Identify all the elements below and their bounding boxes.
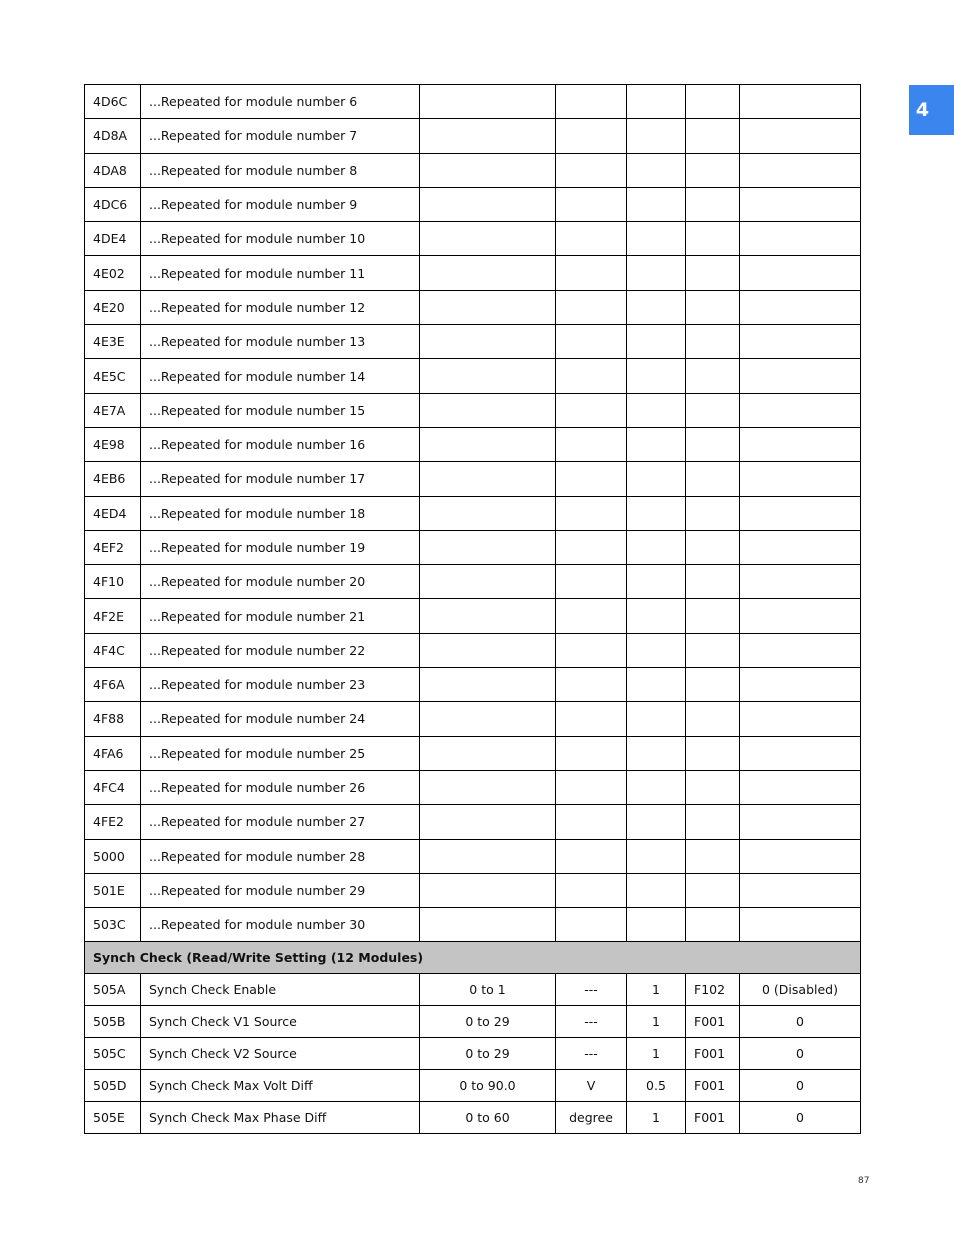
default-cell [740, 599, 861, 633]
description-cell: ...Repeated for module number 18 [141, 496, 420, 530]
units-cell [556, 359, 627, 393]
address-cell: 505A [85, 974, 141, 1006]
format-cell [686, 805, 740, 839]
format-cell [686, 908, 740, 942]
units-cell [556, 908, 627, 942]
units-cell [556, 873, 627, 907]
step-cell: 1 [627, 1006, 686, 1038]
step-cell [627, 633, 686, 667]
table-row [85, 325, 861, 359]
default-cell [740, 393, 861, 427]
range-cell [420, 702, 556, 736]
default-cell: 0 [740, 1070, 861, 1102]
default-cell: 0 [740, 1006, 861, 1038]
default-cell [740, 908, 861, 942]
format-cell [686, 599, 740, 633]
group-header-row [85, 942, 861, 974]
units-cell [556, 153, 627, 187]
step-cell [627, 325, 686, 359]
format-cell [686, 359, 740, 393]
range-cell [420, 290, 556, 324]
units-cell [556, 805, 627, 839]
address-cell: 4E5C [85, 359, 141, 393]
table-row [85, 565, 861, 599]
step-cell [627, 702, 686, 736]
default-cell [740, 496, 861, 530]
default-cell [740, 702, 861, 736]
description-cell: ...Repeated for module number 30 [141, 908, 420, 942]
table-row [85, 496, 861, 530]
units-cell: degree [556, 1102, 627, 1134]
units-cell [556, 290, 627, 324]
register-map-body [85, 85, 861, 1134]
address-cell: 505E [85, 1102, 141, 1134]
format-cell: F001 [686, 1038, 740, 1070]
description-cell: ...Repeated for module number 23 [141, 668, 420, 702]
range-cell [420, 427, 556, 461]
address-cell: 4FA6 [85, 736, 141, 770]
table-row [85, 256, 861, 290]
table-row [85, 85, 861, 119]
address-cell: 4ED4 [85, 496, 141, 530]
chapter-tab: 4 [909, 85, 954, 135]
default-cell [740, 805, 861, 839]
format-cell [686, 153, 740, 187]
table-row [85, 427, 861, 461]
format-cell [686, 633, 740, 667]
units-cell: --- [556, 1006, 627, 1038]
format-cell: F001 [686, 1070, 740, 1102]
table-row [85, 1006, 861, 1038]
default-cell: 0 [740, 1102, 861, 1134]
group-header: Synch Check (Read/Write Setting (12 Modules) [85, 942, 861, 974]
range-cell [420, 85, 556, 119]
step-cell [627, 908, 686, 942]
table-row [85, 770, 861, 804]
description-cell: ...Repeated for module number 17 [141, 462, 420, 496]
address-cell: 4E98 [85, 427, 141, 461]
format-cell: F001 [686, 1102, 740, 1134]
step-cell [627, 599, 686, 633]
range-cell [420, 496, 556, 530]
step-cell [627, 393, 686, 427]
format-cell [686, 427, 740, 461]
units-cell: --- [556, 1038, 627, 1070]
range-cell [420, 805, 556, 839]
address-cell: 505B [85, 1006, 141, 1038]
description-cell: Synch Check Enable [141, 974, 420, 1006]
address-cell: 505C [85, 1038, 141, 1070]
format-cell [686, 530, 740, 564]
step-cell [627, 462, 686, 496]
step-cell [627, 359, 686, 393]
step-cell: 1 [627, 1102, 686, 1134]
range-cell [420, 599, 556, 633]
range-cell: 0 to 1 [420, 974, 556, 1006]
description-cell: ...Repeated for module number 21 [141, 599, 420, 633]
address-cell: 4E02 [85, 256, 141, 290]
units-cell [556, 187, 627, 221]
default-cell [740, 222, 861, 256]
step-cell [627, 873, 686, 907]
table-row [85, 839, 861, 873]
step-cell [627, 256, 686, 290]
description-cell: ...Repeated for module number 22 [141, 633, 420, 667]
address-cell: 4F6A [85, 668, 141, 702]
table-row [85, 153, 861, 187]
range-cell [420, 873, 556, 907]
default-cell [740, 325, 861, 359]
units-cell: V [556, 1070, 627, 1102]
range-cell: 0 to 60 [420, 1102, 556, 1134]
range-cell [420, 770, 556, 804]
range-cell [420, 393, 556, 427]
range-cell [420, 839, 556, 873]
address-cell: 4D8A [85, 119, 141, 153]
table-row [85, 393, 861, 427]
default-cell [740, 427, 861, 461]
table-row [85, 599, 861, 633]
description-cell: ...Repeated for module number 20 [141, 565, 420, 599]
table-row [85, 702, 861, 736]
address-cell: 4D6C [85, 85, 141, 119]
address-cell: 4EB6 [85, 462, 141, 496]
default-cell [740, 736, 861, 770]
step-cell [627, 496, 686, 530]
units-cell [556, 256, 627, 290]
table-row [85, 1070, 861, 1102]
format-cell [686, 496, 740, 530]
range-cell [420, 462, 556, 496]
address-cell: 4F4C [85, 633, 141, 667]
range-cell: 0 to 29 [420, 1038, 556, 1070]
description-cell: Synch Check Max Phase Diff [141, 1102, 420, 1134]
format-cell [686, 290, 740, 324]
description-cell: ...Repeated for module number 10 [141, 222, 420, 256]
address-cell: 503C [85, 908, 141, 942]
address-cell: 4F2E [85, 599, 141, 633]
description-cell: ...Repeated for module number 25 [141, 736, 420, 770]
units-cell [556, 325, 627, 359]
step-cell [627, 427, 686, 461]
units-cell [556, 702, 627, 736]
units-cell [556, 462, 627, 496]
address-cell: 4E3E [85, 325, 141, 359]
format-cell [686, 393, 740, 427]
default-cell: 0 (Disabled) [740, 974, 861, 1006]
format-cell [686, 85, 740, 119]
step-cell [627, 153, 686, 187]
units-cell [556, 496, 627, 530]
description-cell: ...Repeated for module number 26 [141, 770, 420, 804]
step-cell [627, 222, 686, 256]
step-cell [627, 187, 686, 221]
units-cell [556, 668, 627, 702]
range-cell [420, 325, 556, 359]
description-cell: Synch Check V2 Source [141, 1038, 420, 1070]
table-row [85, 359, 861, 393]
default-cell [740, 153, 861, 187]
step-cell: 1 [627, 974, 686, 1006]
range-cell: 0 to 29 [420, 1006, 556, 1038]
format-cell [686, 325, 740, 359]
units-cell [556, 530, 627, 564]
range-cell [420, 187, 556, 221]
units-cell [556, 393, 627, 427]
range-cell [420, 633, 556, 667]
table-row [85, 805, 861, 839]
default-cell: 0 [740, 1038, 861, 1070]
units-cell [556, 736, 627, 770]
table-row [85, 668, 861, 702]
description-cell: ...Repeated for module number 14 [141, 359, 420, 393]
table-row [85, 119, 861, 153]
description-cell: ...Repeated for module number 9 [141, 187, 420, 221]
description-cell: ...Repeated for module number 11 [141, 256, 420, 290]
step-cell [627, 736, 686, 770]
page-number: 87 [858, 1176, 870, 1186]
table-row [85, 873, 861, 907]
address-cell: 5000 [85, 839, 141, 873]
format-cell: F001 [686, 1006, 740, 1038]
description-cell: ...Repeated for module number 29 [141, 873, 420, 907]
address-cell: 4FE2 [85, 805, 141, 839]
range-cell [420, 908, 556, 942]
units-cell [556, 119, 627, 153]
step-cell [627, 839, 686, 873]
description-cell: ...Repeated for module number 6 [141, 85, 420, 119]
units-cell [556, 565, 627, 599]
description-cell: ...Repeated for module number 27 [141, 805, 420, 839]
default-cell [740, 530, 861, 564]
address-cell: 4F10 [85, 565, 141, 599]
description-cell: ...Repeated for module number 16 [141, 427, 420, 461]
units-cell [556, 599, 627, 633]
format-cell [686, 770, 740, 804]
description-cell: ...Repeated for module number 13 [141, 325, 420, 359]
step-cell [627, 85, 686, 119]
address-cell: 501E [85, 873, 141, 907]
description-cell: ...Repeated for module number 24 [141, 702, 420, 736]
step-cell [627, 290, 686, 324]
format-cell: F102 [686, 974, 740, 1006]
description-cell: ...Repeated for module number 28 [141, 839, 420, 873]
default-cell [740, 85, 861, 119]
step-cell [627, 805, 686, 839]
address-cell: 4DE4 [85, 222, 141, 256]
default-cell [740, 839, 861, 873]
format-cell [686, 565, 740, 599]
default-cell [740, 290, 861, 324]
step-cell: 0.5 [627, 1070, 686, 1102]
units-cell [556, 85, 627, 119]
format-cell [686, 736, 740, 770]
default-cell [740, 565, 861, 599]
format-cell [686, 668, 740, 702]
default-cell [740, 633, 861, 667]
format-cell [686, 839, 740, 873]
default-cell [740, 770, 861, 804]
description-cell: ...Repeated for module number 15 [141, 393, 420, 427]
table-row [85, 908, 861, 942]
table-row [85, 974, 861, 1006]
range-cell [420, 565, 556, 599]
address-cell: 4DC6 [85, 187, 141, 221]
table-row [85, 736, 861, 770]
format-cell [686, 462, 740, 496]
default-cell [740, 359, 861, 393]
units-cell [556, 633, 627, 667]
step-cell: 1 [627, 1038, 686, 1070]
default-cell [740, 187, 861, 221]
units-cell [556, 770, 627, 804]
range-cell [420, 153, 556, 187]
address-cell: 505D [85, 1070, 141, 1102]
default-cell [740, 256, 861, 290]
default-cell [740, 873, 861, 907]
address-cell: 4DA8 [85, 153, 141, 187]
default-cell [740, 119, 861, 153]
table-row [85, 222, 861, 256]
register-map-table [84, 84, 861, 1134]
step-cell [627, 565, 686, 599]
units-cell [556, 427, 627, 461]
address-cell: 4FC4 [85, 770, 141, 804]
table-row [85, 633, 861, 667]
description-cell: Synch Check Max Volt Diff [141, 1070, 420, 1102]
format-cell [686, 119, 740, 153]
address-cell: 4F88 [85, 702, 141, 736]
step-cell [627, 770, 686, 804]
step-cell [627, 530, 686, 564]
range-cell [420, 668, 556, 702]
units-cell [556, 839, 627, 873]
range-cell [420, 359, 556, 393]
table-row [85, 1038, 861, 1070]
table-row [85, 187, 861, 221]
format-cell [686, 873, 740, 907]
address-cell: 4E20 [85, 290, 141, 324]
step-cell [627, 119, 686, 153]
range-cell [420, 256, 556, 290]
format-cell [686, 187, 740, 221]
description-cell: ...Repeated for module number 12 [141, 290, 420, 324]
address-cell: 4EF2 [85, 530, 141, 564]
units-cell [556, 222, 627, 256]
range-cell [420, 736, 556, 770]
table-row [85, 530, 861, 564]
format-cell [686, 702, 740, 736]
description-cell: ...Repeated for module number 19 [141, 530, 420, 564]
units-cell: --- [556, 974, 627, 1006]
format-cell [686, 256, 740, 290]
range-cell [420, 119, 556, 153]
description-cell: ...Repeated for module number 8 [141, 153, 420, 187]
table-row [85, 462, 861, 496]
range-cell: 0 to 90.0 [420, 1070, 556, 1102]
table-row [85, 1102, 861, 1134]
range-cell [420, 530, 556, 564]
description-cell: Synch Check V1 Source [141, 1006, 420, 1038]
table-row [85, 290, 861, 324]
address-cell: 4E7A [85, 393, 141, 427]
default-cell [740, 668, 861, 702]
range-cell [420, 222, 556, 256]
format-cell [686, 222, 740, 256]
description-cell: ...Repeated for module number 7 [141, 119, 420, 153]
default-cell [740, 462, 861, 496]
step-cell [627, 668, 686, 702]
